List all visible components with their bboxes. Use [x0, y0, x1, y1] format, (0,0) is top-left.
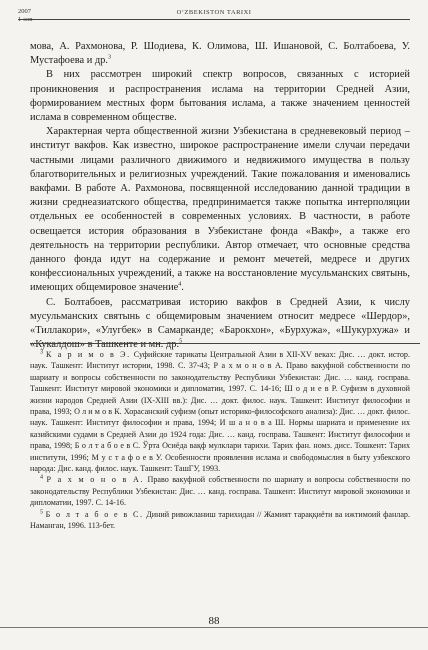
footnote-4 [30, 474, 410, 508]
footnote-number: 3 [40, 349, 43, 356]
footnote-ref: 4 [178, 281, 182, 288]
article-body [30, 40, 410, 352]
footnote-text: Диний ривожланиш тарихидан // Жамият тараққиёти ва ижтимоий фанлар. Наманган, 1996. 113-бет. [30, 509, 410, 531]
page-number [0, 615, 428, 627]
paragraph-3: Характерная черта общественной жизни Узбекистана в средневековый период – институт вакфов. Как известно, широкое распространение имели случаи передачи частными лицами различного движимого и недвижимого имущества в пользу благотворительных и религиозных учреждений. Такие пожалования и именовались вакфами. В работе А. Рахмонова, посвященной исследованию данной традиции в жизни среднеазиатского общества, предпринимается также попытка интерполяции отдельных ее особенностей в современных условиях. В частности, в работе освещается история образования в Узбекистане фонда «Вакф», а также его деятельность на территории республики. Автор отмечает, что основные средства данного фонда идут на содержание и ремонт мечетей, медресе и других конфессиональных учреждений, а также на восстановление мусульманских святынь, имеющих общемировое значение$^4$. [30, 126, 410, 294]
paragraph-text: Характерная черта общественной жизни Узбекистана в средневековый период – институт вакфов. Как известно, широкое распространение имели случаи передачи частными лицами различного движимого и недвижимого имущества в пользу благотворительных и религиозных учреждений. Такие пожалования и именовались вакфами. В работе А. Рахмонова, посвященной исследованию данной традиции в жизни среднеазиатского общества, предпринимается также попытка интерполяции отдельных ее особенностей в современных условиях. В частности, в работе освещается история образования в Узбекистане фонда «Вакф», а также его деятельность на территории республики. Автор отмечает, что основные средства данного фонда идут на содержание и ремонт мечетей, медресе и других конфессиональных учреждений, а также на восстановление мусульманских святынь, имеющих общемировое значение [30, 126, 410, 294]
paragraph-text: В них рассмотрен широкий спектр вопросов, связанных с историей проникновения и распространения ислама на территории Средней Азии, формированием местных форм бытования ислама, а также значением ценностей ислама в современном обществе. [30, 69, 410, 124]
footnote-3 [30, 349, 410, 474]
footnote-ref: 3 [107, 54, 111, 61]
footnote-number: 4 [40, 474, 43, 481]
footnote-text: Суфийские тарикаты Центральной Азии в XII-XV веках: Дис. … докт. истор. наук. Ташкент: Институт истории, 1998. С. 37-43; Р а х м о н о в А. Право вакуфной собственности по шариату и вопросы собственности по законодательству Республики Узбекистан: Дис. … канд. госправа. Ташкент: Институт мировой экономики и дипломатии, 1997. С. 14-16; Ш о д и е в Р. Суфизм в духовной жизни народов Средней Азии (IX-XIII вв.): Дис. … докт. филос. наук. Ташкент: Институт философии и права, 1993; О л и м о в К. Хорасанский суфизм (опыт историко-философского анализа): Дис. … докт. филос. наук. Ташкент: Институт философии и права, 1994; И ш а н о в а Ш. Нормы шариата и применение их казийскими судами в Средней Азии до 1924 года: Дис. … канд. госправа. Ташкент: Институт философии и права, 1998; Б о л т а б о е в С. Ўрта Осиёда вақф мулклари тарихи. Тарих фан. номз. дисс. Тошкент: Тарих институти, 1996; М у с т а ф о е в У. Особенности проявления ислама и свободомыслия в быту узбекского народа: Дис. канд. филос. наук. Ташкент: ТашГУ, 1993. [30, 350, 410, 474]
journal-title: O‘ZBEKISTON TARIXI [176, 9, 252, 16]
footnotes [30, 349, 410, 532]
footnote-ref: 5 [179, 338, 183, 345]
footnote-number: 5 [40, 509, 43, 515]
footnote-text: Право вакуфной собственности по шариату и вопросы собственности по законодательству Республики Узбекистан: Дис. … канд. госправа. Ташкент: Институт мировой экономики и дипломатии, 1997. С. 14-16. [30, 475, 410, 508]
footnote-author: Р а х м о н о в А. [46, 475, 145, 485]
issue-label: 2007 1-son [18, 8, 33, 23]
footnote-divider [30, 343, 420, 344]
paragraph-text: С. Болтабоев, рассматривая историю вакфов в Средней Азии, к числу мусульманских святынь с общемировым значением относит медресе «Шердор», «Тиллакори», «Улугбек» в Самарканде; «Барокхон», «Бурхужа», «Шукурхужа» и «Кукалдош» в Ташкенте и мн. др. [30, 296, 410, 351]
footnote-author: К а р и м о в Э. [46, 350, 131, 359]
paragraph-text: мова, А. Рахмонова, Р. Шодиева, К. Олимова, Ш. Ишановой, С. Болтабоева, У. Мустафоева и др. [30, 41, 410, 67]
header-rule [18, 19, 410, 20]
page-number-text: 88 [208, 615, 220, 627]
footnote-5 [30, 509, 410, 532]
running-header [18, 6, 410, 36]
paragraph-1 [30, 40, 410, 68]
footnote-author: Б о л т а б о е в С. [45, 509, 144, 519]
page-number-rule [0, 627, 428, 628]
paragraph-2 [30, 68, 410, 125]
